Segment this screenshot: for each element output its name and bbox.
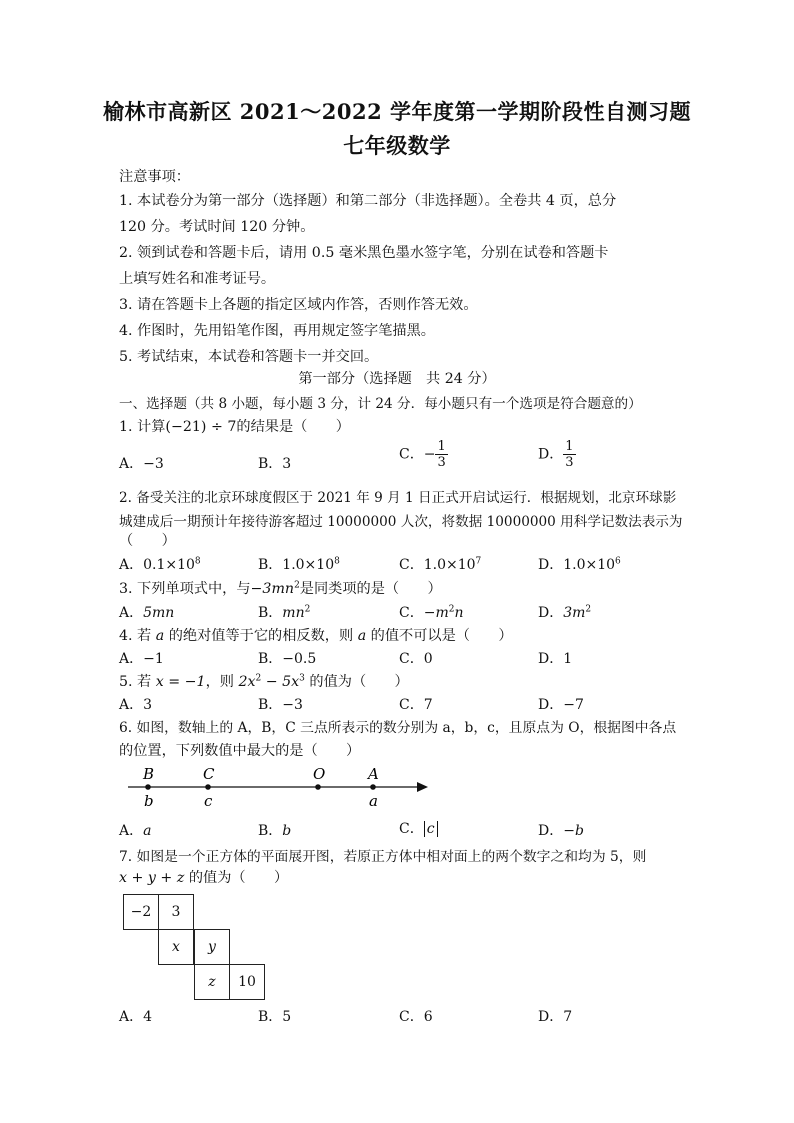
q2-option-b[interactable]: B．$1.0\times 10^8$ (258, 556, 340, 573)
q4-option-c[interactable]: C．0 (399, 651, 433, 667)
part1-heading: 第一部分（选择题 共 24 分） (298, 371, 496, 387)
q7-stem-line: x + y + z 的值为（ ） (119, 870, 289, 886)
q4-option-b[interactable]: B．−0.5 (258, 651, 317, 667)
point-b (145, 784, 151, 790)
q3-option-c[interactable]: C．$-m^2n$ (399, 604, 464, 621)
net-cell: z (194, 964, 230, 1000)
notice-item: 4. 作图时，先用铅笔作图，再用规定签字笔描黑。 (119, 323, 435, 339)
axis-arrow (417, 782, 428, 792)
q3-option-a[interactable]: A．5mn (119, 605, 175, 621)
q6-number-line (118, 760, 438, 812)
point-a (370, 784, 376, 790)
q4-option-d[interactable]: D．1 (538, 651, 573, 667)
label-B: B (143, 765, 155, 783)
notice-item: 1. 本试卷分为第一部分（选择题）和第二部分（非选择题）。全卷共 4 页，总分 (119, 193, 617, 209)
point-o (315, 784, 321, 790)
q3-option-d[interactable]: D．$3m^2$ (538, 604, 592, 621)
q4-option-a[interactable]: A．−1 (119, 651, 164, 667)
q6-option-a[interactable]: A．a (119, 823, 152, 839)
q4-stem: 4. 若 a 的绝对值等于它的相反数，则 a 的值不可以是（ ） (119, 628, 513, 644)
q1-option-d[interactable]: D． $\frac{1}{3}$ (538, 439, 574, 470)
net-cell: y (194, 929, 230, 965)
net-cell: x (158, 929, 194, 965)
net-cell: −2 (123, 894, 159, 930)
q2-stem-line: 城建成后一期预计年接待游客超过 10000000 人次，将数据 10000000 用科学记数法表示为 (119, 514, 683, 530)
exam-title: 榆林市高新区 2021～2022 学年度第一学期阶段性自测习题 (102, 99, 691, 124)
net-cell: 10 (229, 964, 265, 1000)
q6-option-c[interactable]: C． c (399, 818, 438, 838)
q3-expression: −3mn (250, 581, 295, 597)
label-a: a (369, 792, 378, 810)
q2-option-a[interactable]: A．$0.1\times 10^8$ (119, 556, 201, 573)
fraction: $\frac{1}{3}$ (437, 439, 446, 470)
q6-stem-line: 6. 如图，数轴上的 A，B，C 三点所表示的数分别为 a，b，c，且原点为 O，根据图中各点 (119, 720, 677, 736)
q5-option-b[interactable]: B．−3 (258, 697, 303, 713)
fraction: $\frac{1}{3}$ (565, 439, 574, 470)
q2-option-c[interactable]: C．$1.0\times 10^7$ (399, 556, 482, 573)
q7-stem-line: 7. 如图是一个正方体的平面展开图，若原正方体中相对面上的两个数字之和均为 5，则 (119, 849, 647, 865)
q3-stem: 3. 下列单项式中，与$-3mn^2$是同类项的是（ ） (119, 580, 442, 597)
q7-option-a[interactable]: A．4 (119, 1009, 153, 1025)
notice-item: 5. 考试结束，本试卷和答题卡一并交回。 (119, 349, 379, 365)
section-heading: 一、选择题（共 8 小题，每小题 3 分，计 24 分．每小题只有一个选项是符合题意的） (119, 396, 642, 412)
q1-option-c[interactable]: C．− $\frac{1}{3}$ (399, 439, 446, 470)
q7-option-c[interactable]: C．6 (399, 1009, 433, 1025)
q6-option-b[interactable]: B．b (258, 823, 292, 839)
notice-item: 3. 请在答题卡上各题的指定区域内作答，否则作答无效。 (119, 297, 478, 313)
abs-value-c: c (424, 821, 438, 837)
q5-option-d[interactable]: D．−7 (538, 697, 584, 713)
q3-option-b[interactable]: B．$mn^2$ (258, 604, 311, 621)
label-O: O (313, 765, 326, 783)
q1-option-b[interactable]: B．3 (258, 456, 292, 472)
q6-stem-line: 的位置，下列数值中最大的是（ ） (119, 743, 361, 759)
point-c (205, 784, 211, 790)
q6-option-d[interactable]: D．−b (538, 823, 584, 839)
label-b: b (144, 792, 154, 810)
q2-option-d[interactable]: D．$1.0\times 10^6$ (538, 556, 621, 573)
notice-item: 2. 领到试卷和答题卡后，请用 0.5 毫米黑色墨水签字笔，分别在试卷和答题卡 (119, 245, 609, 261)
q1-expression: (−21) ÷ 7 (165, 419, 237, 435)
exam-subtitle: 七年级数学 (343, 133, 451, 158)
label-A: A (368, 765, 379, 783)
q2-stem-line: 2. 备受关注的北京环球度假区于 2021 年 9 月 1 日正式开启试运行．根据规划，北京环球影 (119, 490, 677, 506)
net-cell: 3 (158, 894, 194, 930)
q2-stem-line: （ ） (119, 533, 176, 549)
q5-option-c[interactable]: C．7 (399, 697, 433, 713)
notice-item: 120 分。考试时间 120 分钟。 (119, 219, 315, 235)
notice-heading: 注意事项： (119, 169, 190, 185)
q1-option-a[interactable]: A．−3 (119, 456, 164, 472)
notice-item: 上填写姓名和准考证号。 (119, 271, 276, 287)
q5-stem: 5. 若 x = −1，则 $2x^2 - 5x^3$ 的值为（ ） (119, 673, 409, 690)
q1-stem: 1. 计算(−21) ÷ 7的结果是（ ） (119, 419, 350, 435)
q7-option-d[interactable]: D．7 (538, 1009, 573, 1025)
label-C: C (203, 765, 215, 783)
q7-option-b[interactable]: B．5 (258, 1009, 292, 1025)
q5-option-a[interactable]: A．3 (119, 697, 153, 713)
label-c: c (204, 792, 213, 810)
